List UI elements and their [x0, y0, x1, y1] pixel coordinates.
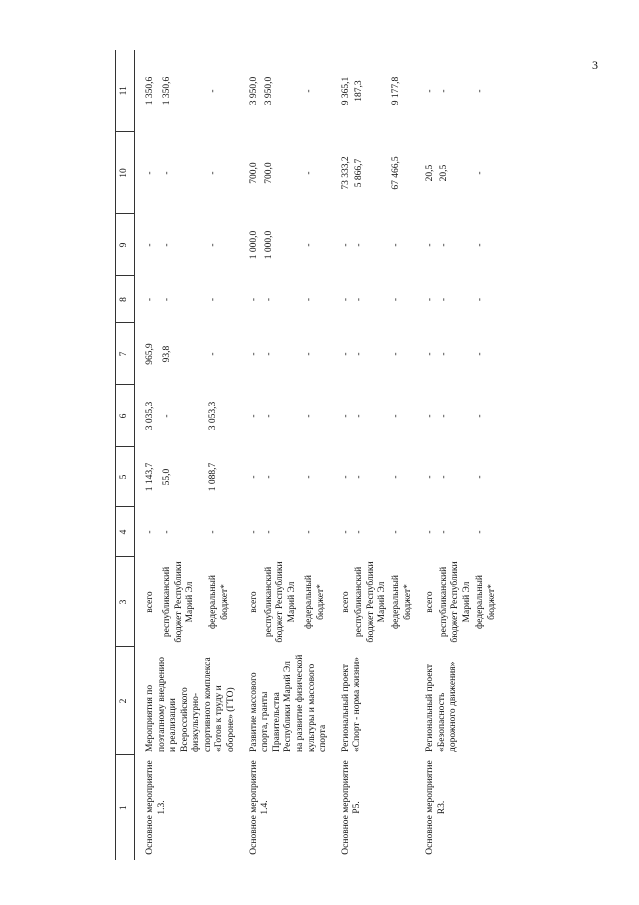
value-cell: -: [354, 243, 365, 247]
value-cell: 55,0: [162, 468, 173, 486]
value-cell: -: [425, 89, 436, 93]
funding-source: республиканский бюджет Республики Марий Эл: [438, 561, 472, 643]
value-cell: -: [425, 475, 436, 479]
value-cell: 3 950,0: [263, 76, 274, 106]
value-cell: -: [425, 352, 436, 356]
table-row: [424, 50, 438, 860]
value-cell: 3 950,0: [248, 76, 259, 106]
funding-source: всего: [248, 591, 259, 613]
value-cell: 1 000,0: [248, 230, 259, 260]
value-cell: -: [340, 530, 351, 534]
value-cell: -: [438, 475, 449, 479]
value-cell: -: [145, 171, 155, 175]
value-cell: -: [475, 89, 486, 93]
measure-name: Региональный проект «Безопасность дорожного движения»: [425, 661, 459, 752]
value-cell: -: [248, 352, 259, 356]
value-cell: -: [475, 171, 486, 175]
rotated-table-container: [115, 50, 565, 860]
value-cell: -: [162, 171, 173, 175]
value-cell: 700,0: [248, 162, 259, 184]
block-spacer: [331, 50, 340, 860]
value-cell: 5 866,7: [354, 158, 365, 188]
funding-source: республиканский бюджет Республики Марий Эл: [263, 561, 297, 643]
spacer-cell: [239, 50, 248, 860]
value-cell: 9 177,8: [390, 76, 401, 106]
value-cell: 73 333,2: [340, 156, 351, 190]
column-header: 4: [116, 507, 135, 557]
value-cell: -: [390, 297, 401, 302]
column-header: 2: [116, 647, 135, 755]
value-cell: -: [475, 352, 486, 356]
value-cell: -: [354, 530, 365, 534]
value-cell: -: [303, 243, 314, 247]
table-row: [144, 50, 161, 860]
table-body: [135, 50, 500, 860]
value-cell: -: [438, 414, 449, 418]
value-cell: 20,5: [438, 164, 449, 182]
value-cell: -: [303, 414, 314, 418]
value-cell: -: [390, 352, 401, 356]
column-header: 1: [116, 755, 135, 860]
spacer-cell: [135, 50, 145, 860]
value-cell: -: [425, 530, 436, 534]
value-cell: -: [303, 297, 314, 302]
column-header: 10: [116, 132, 135, 214]
value-cell: -: [303, 475, 314, 479]
value-cell: -: [303, 171, 314, 175]
value-cell: 965,9: [145, 343, 155, 365]
block-spacer: [415, 50, 424, 860]
value-cell: 1 000,0: [263, 230, 274, 260]
value-cell: -: [248, 414, 259, 418]
table-row: [248, 50, 263, 860]
value-cell: -: [145, 530, 155, 534]
funding-source: федеральный бюджет*: [475, 575, 498, 629]
value-cell: -: [263, 475, 274, 479]
spacer-cell: [415, 50, 424, 860]
financing-table: [115, 50, 500, 860]
value-cell: -: [340, 352, 351, 356]
value-cell: 93,8: [162, 345, 173, 363]
column-header: 9: [116, 214, 135, 276]
measure-code: Основное мероприятие R3.: [425, 760, 447, 855]
value-cell: -: [354, 414, 365, 418]
value-cell: -: [145, 297, 155, 302]
value-cell: 700,0: [263, 162, 274, 184]
column-header: 6: [116, 385, 135, 447]
value-cell: 3 035,3: [145, 401, 155, 431]
value-cell: -: [354, 297, 365, 302]
funding-source: всего: [425, 591, 436, 613]
spacer-cell: [331, 50, 340, 860]
value-cell: -: [248, 475, 259, 479]
value-cell: -: [208, 352, 219, 356]
value-cell: -: [208, 530, 219, 534]
column-header: 11: [116, 50, 135, 132]
funding-source: федеральный бюджет*: [390, 575, 413, 629]
value-cell: -: [340, 475, 351, 479]
column-header: 5: [116, 447, 135, 507]
value-cell: -: [303, 89, 314, 93]
value-cell: -: [340, 297, 351, 302]
value-cell: 1 350,6: [162, 76, 173, 106]
funding-source: федеральный бюджет*: [303, 575, 326, 629]
value-cell: -: [438, 530, 449, 534]
value-cell: 187,3: [354, 80, 365, 102]
value-cell: -: [303, 352, 314, 356]
value-cell: -: [438, 89, 449, 93]
value-cell: 1 088,7: [208, 462, 219, 492]
measure-name: Региональный проект «Спорт - норма жизни»: [340, 657, 363, 752]
value-cell: -: [145, 243, 155, 247]
funding-source: федеральный бюджет*: [208, 575, 230, 629]
value-cell: -: [208, 171, 219, 175]
value-cell: -: [390, 414, 401, 418]
value-cell: -: [303, 530, 314, 534]
value-cell: -: [208, 297, 219, 302]
value-cell: -: [263, 352, 274, 356]
value-cell: -: [390, 243, 401, 247]
page-number: 3: [592, 58, 598, 72]
funding-source: всего: [340, 591, 351, 613]
value-cell: -: [475, 475, 486, 479]
measure-code: Основное мероприятие 1.4.: [248, 760, 271, 855]
funding-source: республиканский бюджет Республики Марий Эл: [354, 561, 388, 643]
value-cell: -: [425, 414, 436, 418]
value-cell: -: [475, 243, 486, 247]
header-row: [116, 50, 135, 860]
value-cell: -: [425, 297, 436, 302]
column-header: 7: [116, 323, 135, 385]
column-header: 3: [116, 557, 135, 647]
value-cell: -: [263, 414, 274, 418]
value-cell: -: [475, 530, 486, 534]
value-cell: 1 350,6: [145, 76, 155, 106]
measure-name: Развитие массового спорта, гранты Правительства Республики Марий Эл на развитие физической культуры и массового спорта: [248, 654, 329, 752]
value-cell: 3 053,3: [208, 401, 219, 431]
block-spacer: [135, 50, 145, 860]
value-cell: -: [208, 243, 219, 247]
value-cell: -: [162, 414, 173, 418]
value-cell: 20,5: [425, 164, 436, 182]
value-cell: -: [340, 243, 351, 247]
measure-code: Основное мероприятие 1.3.: [145, 760, 167, 855]
column-header: 8: [116, 276, 135, 323]
measure-name: Мероприятия по поэтапному внедрению и реализации Всероссийского физкультурно-спортивного комплекса «Готов к труду и обороне» (ГТО): [145, 657, 237, 752]
value-cell: -: [438, 352, 449, 356]
value-cell: -: [354, 475, 365, 479]
value-cell: -: [162, 530, 173, 534]
value-cell: -: [425, 243, 436, 247]
value-cell: -: [162, 243, 173, 247]
value-cell: 67 466,5: [390, 156, 401, 190]
value-cell: -: [208, 89, 219, 93]
value-cell: -: [263, 297, 274, 302]
value-cell: -: [438, 297, 449, 302]
value-cell: -: [475, 297, 486, 302]
value-cell: -: [354, 352, 365, 356]
table-row: [340, 50, 354, 860]
block-spacer: [239, 50, 248, 860]
funding-source: республиканский бюджет Республики Марий Эл: [162, 561, 196, 643]
value-cell: 1 143,7: [145, 462, 155, 492]
value-cell: -: [248, 530, 259, 534]
value-cell: -: [162, 297, 173, 302]
value-cell: -: [263, 530, 274, 534]
funding-source: всего: [145, 591, 155, 613]
value-cell: 9 365,1: [340, 76, 351, 106]
measure-code: Основное мероприятие Р5.: [340, 760, 363, 855]
value-cell: -: [390, 530, 401, 534]
value-cell: -: [390, 475, 401, 479]
value-cell: -: [475, 414, 486, 418]
value-cell: -: [248, 297, 259, 302]
value-cell: -: [438, 243, 449, 247]
value-cell: -: [340, 414, 351, 418]
